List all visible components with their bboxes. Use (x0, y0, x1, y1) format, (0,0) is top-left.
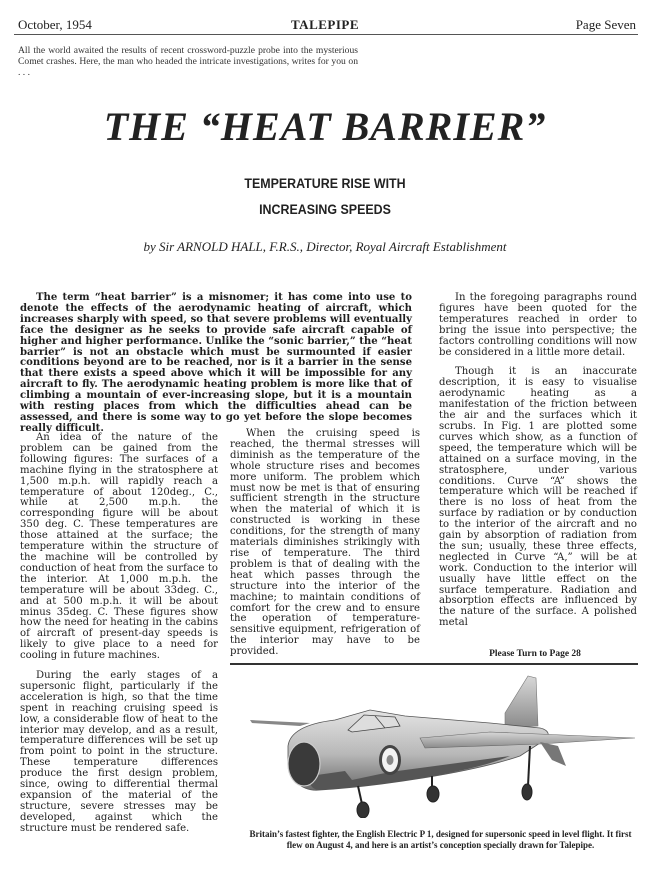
tail-fin (505, 676, 538, 728)
issue-date: October, 1954 (18, 17, 92, 32)
column-2 (230, 429, 420, 658)
publication-name: TALEPIPE (290, 17, 360, 32)
column-3 (439, 293, 637, 629)
paragraph: During the early stages of a supersonic flight, particularly if the acceleration is high, so that the time spent in reaching cruising speed is low, a considerable flow of heat to the interior may develop, and as a result, temperature differences will be set up from point to point in the structure. These temperature differences produce the first design problem, since, owing to differential thermal expansion of the material of the structure, severe stresses may be developed, against which the structure must be rendered safe. (20, 670, 218, 834)
subtitle-line-1: TEMPERATURE RISE WITH (244, 176, 406, 191)
column-1 (20, 433, 218, 835)
tailplane (540, 742, 566, 766)
section-rule (230, 663, 638, 665)
header-rule (14, 34, 638, 35)
page-number: Page Seven (575, 17, 636, 32)
continuation-note: Please Turn to Page 28 (489, 649, 581, 659)
intro-blurb: All the world awaited the results of recent crossword-puzzle probe into the mysterious Comet crashes. Here, the man who headed the intricate investigations, writes for you on . . . (18, 45, 358, 78)
paragraph: In the foregoing paragraphs round figures have been quoted for the temperatures reached in order to bring the issue into perspective; the factors controlling conditions will now be considered in a little more detail. (439, 292, 637, 358)
nose-intake (288, 742, 320, 786)
aircraft-illustration (240, 668, 640, 818)
paragraph: When the cruising speed is reached, the thermal stresses will diminish as the temperature of the whole structure rises and becomes more uniform. The problem which must now be met is that of ensuring sufficient strength in the structure when the material of which it is constructed is working in these conditions, for the strength of many materials diminishes strikingly with rise of temperature. The third problem is that of dealing with the heat which passes through the structure into the interior of the machine; to maintain conditions of comfort for the crew and to ensure the operation of temperature-sensitive equipment, refrigeration of the interior may have to be provided. (230, 428, 420, 658)
article-title: THE “HEAT BARRIER” (103, 104, 547, 149)
figure-caption: Britain’s fastest fighter, the English Electric P 1, designed for supersonic speed in level flight. It first flew on August 4, and here is an artist’s conception specially drawn for Talepipe. (249, 829, 632, 850)
byline: by Sir ARNOLD HALL, F.R.S., Director, Royal Aircraft Establishment (143, 239, 507, 254)
roundel-icon (379, 745, 401, 775)
paragraph: An idea of the nature of the problem can be gained from the following figures: The surfaces of a machine flying in the stratosphere at 1,500 m.p.h. will rapidly reach a temperature of about 120deg., C., while at 2,500 m.p.h. the corresponding figure will be about 350 deg. C. These temperatures are those attained at the surface; the temperature within the structure of the machine will be controlled by conduction of heat from the surface to the interior. At 1,000 m.p.h. the temperature will be about 33deg. C., and at 500 m.p.h. it will be about minus 35deg. C. These figures show how the need for heating in the cabins of aircraft of present-day speeds is likely to give place to a need for cooling in future machines. (20, 432, 218, 662)
paragraph: Though it is an inaccurate description, it is easy to visualise aerodynamic heating as a manifestation of the friction between the air and the surfaces which it scrubs. In Fig. 1 are plotted some curves which show, as a function of speed, the temperature which will be attained on a surface moving, in the stratosphere, under various conditions. Curve “A” shows the temperature which will be reached if there is no loss of heat from the surface by radiation or by conduction to the interior of the aircraft and no gain by absorption of radiation from the sun; usually, these three effects, neglected in Curve “A,” will be at work. Conduction to the interior will usually have little effect on the surface temperature. Radiation and absorption effects are influenced by the nature of the surface. A polished metal (439, 366, 637, 629)
subtitle-line-2: INCREASING SPEEDS (259, 202, 391, 217)
far-wing (250, 720, 310, 726)
lead-paragraph: The term “heat barrier” is a misnomer; it has come into use to denote the effects of the aerodynamic heating of aircraft, which increases sharply with speed, so that severe problems will eventually face the designer as he seeks to provide safe aircraft capable of higher and higher performance. Unlike the “sonic barrier,” the “heat barrier” is not an obstacle which must be surmounted if easier conditions beyond are to be reached, nor is it a barrier in the sense that there exists a speed above which it will be impossible for any aircraft to fly. The aerodynamic heating problem is more like that of climbing a mountain of ever-increasing slope, but it is a mountain with resting places from which the difficulties ahead can be assessed, and there is some way to go yet before the slope becomes really difficult. (20, 292, 412, 434)
